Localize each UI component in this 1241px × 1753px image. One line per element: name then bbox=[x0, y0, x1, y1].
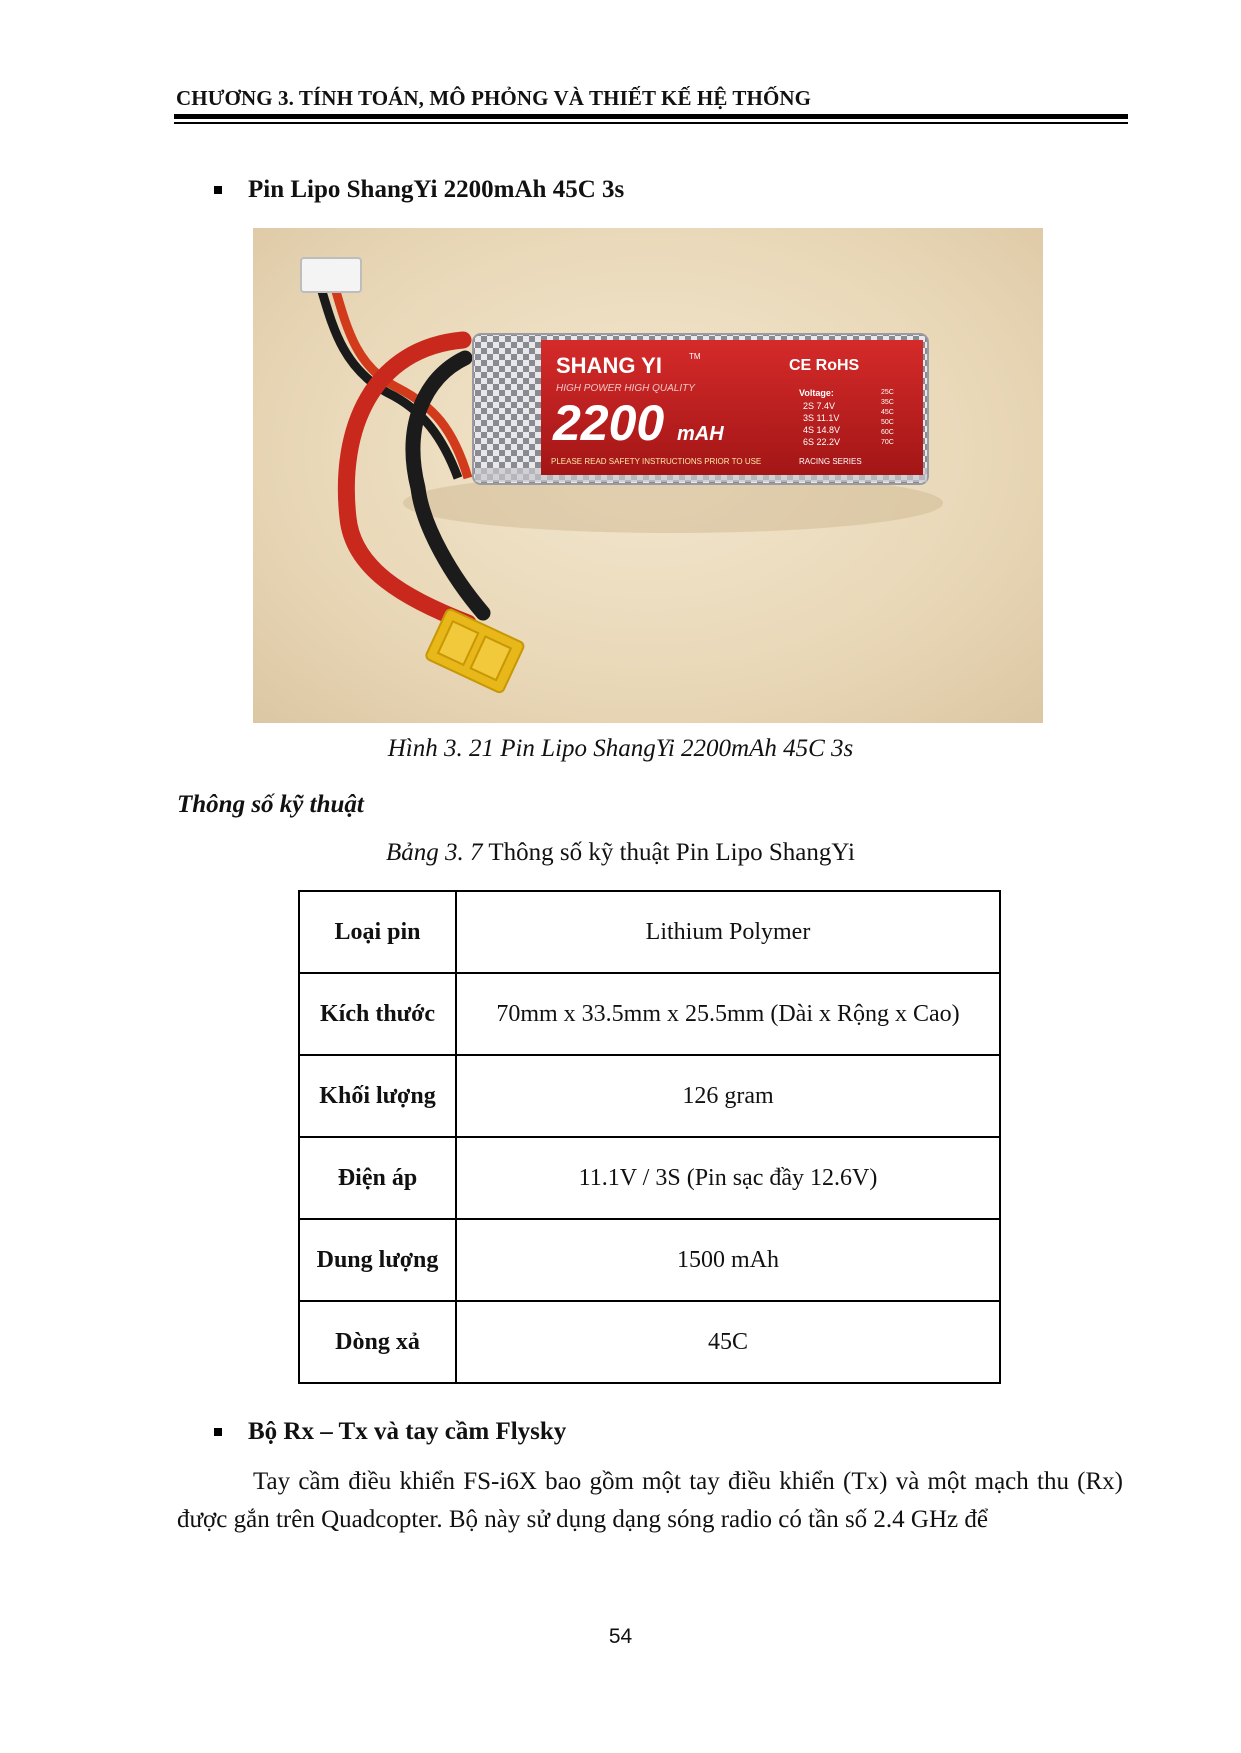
label-series: RACING SERIES bbox=[799, 457, 862, 466]
spec-heading: Thông số kỹ thuật bbox=[177, 791, 364, 818]
bullet-battery-title: Pin Lipo ShangYi 2200mAh 45C 3s bbox=[248, 176, 625, 203]
page-number: 54 bbox=[608, 1625, 633, 1648]
table-row bbox=[299, 891, 1000, 973]
chapter-header: CHƯƠNG 3. TÍNH TOÁN, MÔ PHỎNG VÀ THIẾT KẾ HỆ THỐNG bbox=[176, 86, 812, 110]
label-cert: CE RoHS bbox=[789, 357, 860, 374]
flysky-paragraph-text: Tay cầm điều khiển FS-i6X bao gồm một tay điều khiển (Tx) và một mạch thu (Rx) được gắn trên Quadcopter. Bộ này sử dụng dạng sóng radio có tần số 2.4 GHz để bbox=[177, 1468, 1123, 1533]
bullet-flysky-title: Bộ Rx – Tx và tay cầm Flysky bbox=[248, 1418, 567, 1445]
bullet-flysky bbox=[214, 1418, 566, 1446]
label-brand: SHANG YI bbox=[556, 353, 662, 378]
balance-plug bbox=[301, 258, 361, 292]
label-voltage-0: 2S 7.4V bbox=[803, 401, 836, 411]
table-caption bbox=[0, 839, 1241, 867]
label-c-5: 70C bbox=[881, 439, 894, 446]
table-value: 11.1V / 3S (Pin sạc đầy 12.6V) bbox=[456, 1137, 1000, 1219]
table-key: Loại pin bbox=[299, 891, 456, 973]
battery-photo bbox=[253, 228, 1043, 723]
table-value: 1500 mAh bbox=[456, 1219, 1000, 1301]
label-voltage-2: 4S 14.8V bbox=[803, 425, 841, 435]
label-tm: TM bbox=[689, 352, 701, 361]
label-voltage-title: Voltage: bbox=[799, 388, 834, 398]
table-row bbox=[299, 1137, 1000, 1219]
table-key: Dòng xả bbox=[299, 1301, 456, 1383]
header-rule-thin bbox=[174, 122, 1128, 124]
table-caption-text: Thông số kỹ thuật Pin Lipo ShangYi bbox=[482, 839, 855, 866]
table-value: Lithium Polymer bbox=[456, 891, 1000, 973]
xt60-connector bbox=[425, 608, 525, 694]
table-row bbox=[299, 1301, 1000, 1383]
table-value: 70mm x 33.5mm x 25.5mm (Dài x Rộng x Cao) bbox=[456, 973, 1000, 1055]
flysky-paragraph bbox=[177, 1463, 1123, 1539]
label-warning: PLEASE READ SAFETY INSTRUCTIONS PRIOR TO USE bbox=[551, 457, 762, 466]
bullet-battery bbox=[214, 176, 624, 204]
table-row bbox=[299, 1219, 1000, 1301]
table-key: Khối lượng bbox=[299, 1055, 456, 1137]
label-c-2: 45C bbox=[881, 409, 894, 416]
table-value: 126 gram bbox=[456, 1055, 1000, 1137]
battery-illustration bbox=[253, 228, 1043, 723]
label-c-4: 60C bbox=[881, 429, 894, 436]
table-key: Điện áp bbox=[299, 1137, 456, 1219]
figure-caption: Hình 3. 21 Pin Lipo ShangYi 2200mAh 45C 3s bbox=[387, 735, 854, 762]
label-c-3: 50C bbox=[881, 419, 894, 426]
table-caption-prefix: Bảng 3. 7 bbox=[385, 839, 483, 866]
label-tagline: HIGH POWER HIGH QUALITY bbox=[556, 383, 695, 394]
spec-table bbox=[298, 890, 1001, 1384]
table-value: 45C bbox=[456, 1301, 1000, 1383]
table-row bbox=[299, 973, 1000, 1055]
table-key: Dung lượng bbox=[299, 1219, 456, 1301]
label-voltage-1: 3S 11.1V bbox=[803, 413, 840, 423]
label-c-1: 35C bbox=[881, 399, 894, 406]
label-c-0: 25C bbox=[881, 389, 894, 396]
label-voltage-3: 6S 22.2V bbox=[803, 437, 841, 447]
bullet-square-icon bbox=[214, 1428, 222, 1436]
label-unit: mAH bbox=[677, 423, 724, 445]
table-key: Kích thước bbox=[299, 973, 456, 1055]
label-capacity: 2200 bbox=[553, 395, 665, 451]
header-rule-thick bbox=[174, 114, 1128, 119]
bullet-square-icon bbox=[214, 186, 222, 194]
table-row bbox=[299, 1055, 1000, 1137]
